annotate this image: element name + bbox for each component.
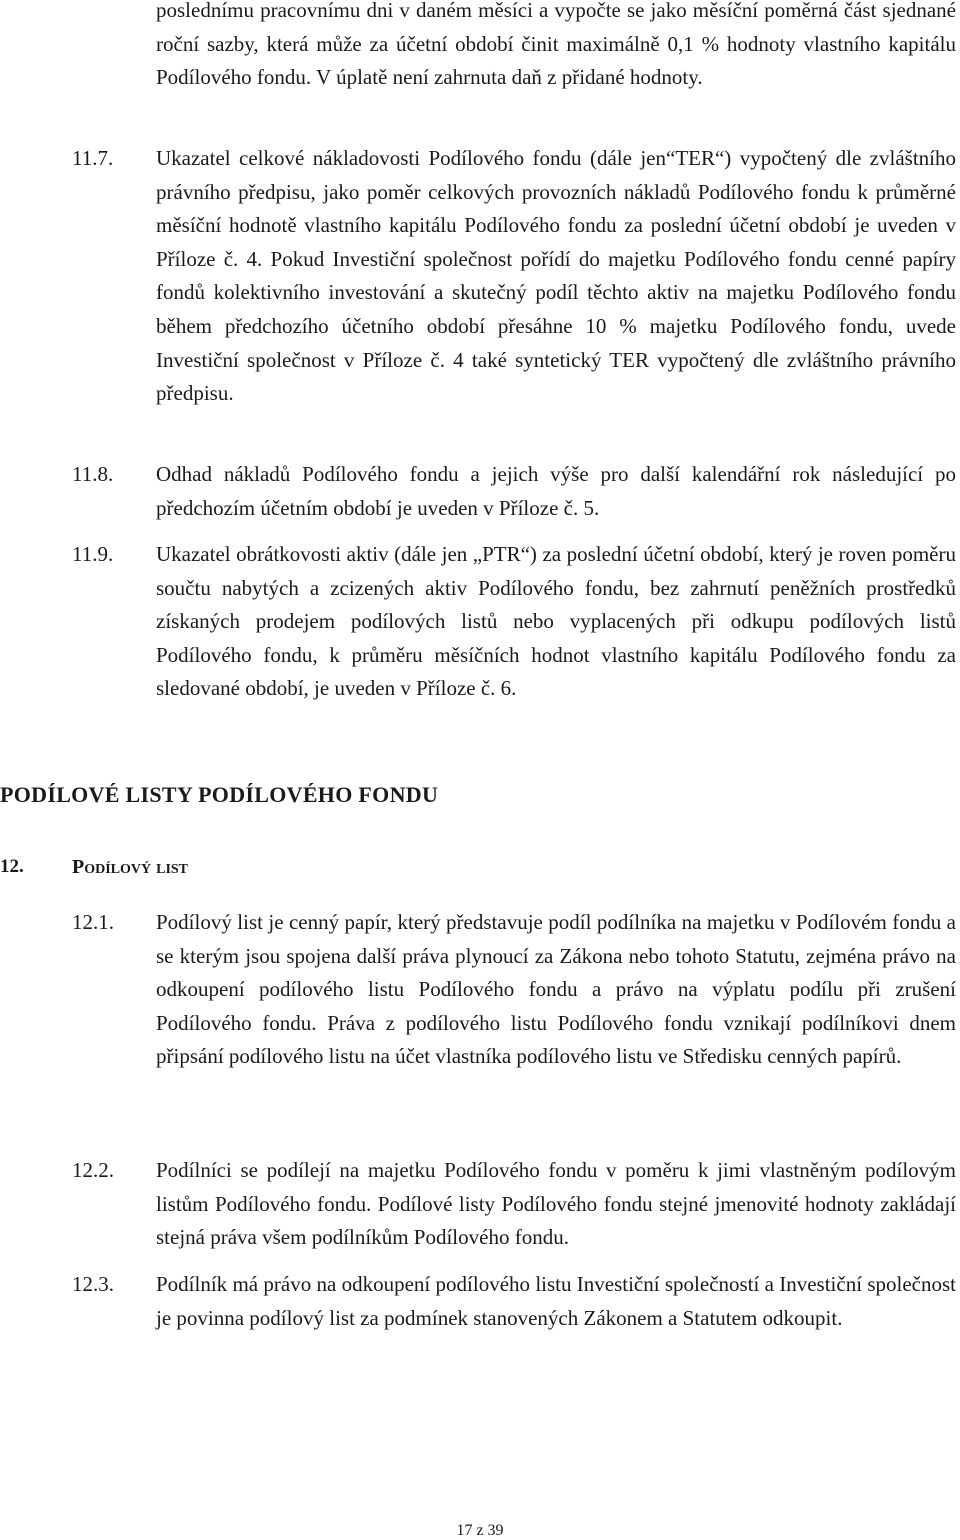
clause-number: 12.3. bbox=[72, 1272, 114, 1296]
clause-12-2 bbox=[0, 1154, 960, 1255]
paragraph-text: poslednímu pracovnímu dni v daném měsíci a vypočte se jako měsíční poměrná část sjednané roční sazby, která může za účetní období činit maximálně 0,1 % hodnoty vlastního kapitálu Podílového fondu. V úplatě není zahrnuta daň z přidané hodnoty. bbox=[156, 0, 956, 90]
clause-number: 12.2. bbox=[72, 1158, 114, 1182]
subsection-number: 12. bbox=[0, 856, 24, 877]
clause-text: Podílník má právo na odkoupení podílového listu Investiční společností a Investiční společnost je povinna podílový list za podmínek stanovených Zákonem a Statutem odkoupit. bbox=[156, 1272, 956, 1330]
clause-11-9 bbox=[0, 538, 960, 706]
clause-number: 11.8. bbox=[72, 462, 114, 486]
clause-11-8 bbox=[0, 458, 960, 525]
clause-text: Ukazatel obrátkovosti aktiv (dále jen „PTR“) za poslední účetní období, který je roven poměru součtu nabytých a zcizených aktiv Podílového fondu, bez zahrnutí peněžních prostředků získaných prodejem podílových listů nebo vyplacených při odkupu podílových listů Podílového fondu, k průměru měsíčních hodnot vlastního kapitálu Podílového fondu za sledované období, je uveden v Příloze č. 6. bbox=[156, 542, 956, 701]
clause-number: 11.9. bbox=[72, 542, 114, 566]
clause-text: Odhad nákladů Podílového fondu a jejich výše pro další kalendářní rok následující po předchozím účetním období je uveden v Příloze č. 5. bbox=[156, 462, 956, 520]
clause-text: Podílníci se podílejí na majetku Podílového fondu v poměru k jimi vlastněným podílovým listům Podílového fondu. Podílové listy Podílového fondu stejné jmenovité hodnoty zakládají stejná práva všem podílníkům Podílového fondu. bbox=[156, 1158, 956, 1250]
subsection-title: Podílový list bbox=[72, 856, 189, 878]
section-heading: PODÍLOVÉ LISTY PODÍLOVÉHO FONDU bbox=[0, 782, 439, 807]
page-number: 17 z 39 bbox=[456, 1522, 504, 1539]
clause-text: Ukazatel celkové nákladovosti Podílového fondu (dále jen“TER“) vypočtený dle zvláštního právního předpisu, jako poměr celkových provozních nákladů Podílového fondu k průměrné měsíční hodnotě vlastního kapitálu Podílového fondu za poslední účetní období je uveden v Příloze č. 4. Pokud Investiční společnost pořídí do majetku Podílového fondu cenné papíry fondů kolektivního investování a skutečný podíl těchto aktiv na majetku Podílového fondu během předchozího účetního období přesáhne 10 % majetku Podílového fondu, uvede Investiční společnost v Příloze č. 4 také syntetický TER vypočtený dle zvláštního právního předpisu. bbox=[156, 146, 956, 406]
clause-number: 11.7. bbox=[72, 146, 114, 170]
clause-12-3 bbox=[0, 1268, 960, 1335]
continuation-paragraph bbox=[0, 0, 960, 95]
clause-12-1 bbox=[0, 906, 960, 1074]
clause-number: 12.1. bbox=[72, 910, 114, 934]
clause-text: Podílový list je cenný papír, který představuje podíl podílníka na majetku v Podílovém fondu a se kterým jsou spojena další práva plynoucí za Zákona nebo tohoto Statutu, zejména právo na odkoupení podílového listu Podílového fondu a právo na výplatu podílu při zrušení Podílového fondu. Práva z podílového listu Podílového fondu vznikají podílníkovi dnem připsání podílového listu na účet vlastníka podílového listu ve Středisku cenných papírů. bbox=[156, 910, 956, 1069]
clause-11-7 bbox=[0, 142, 960, 411]
